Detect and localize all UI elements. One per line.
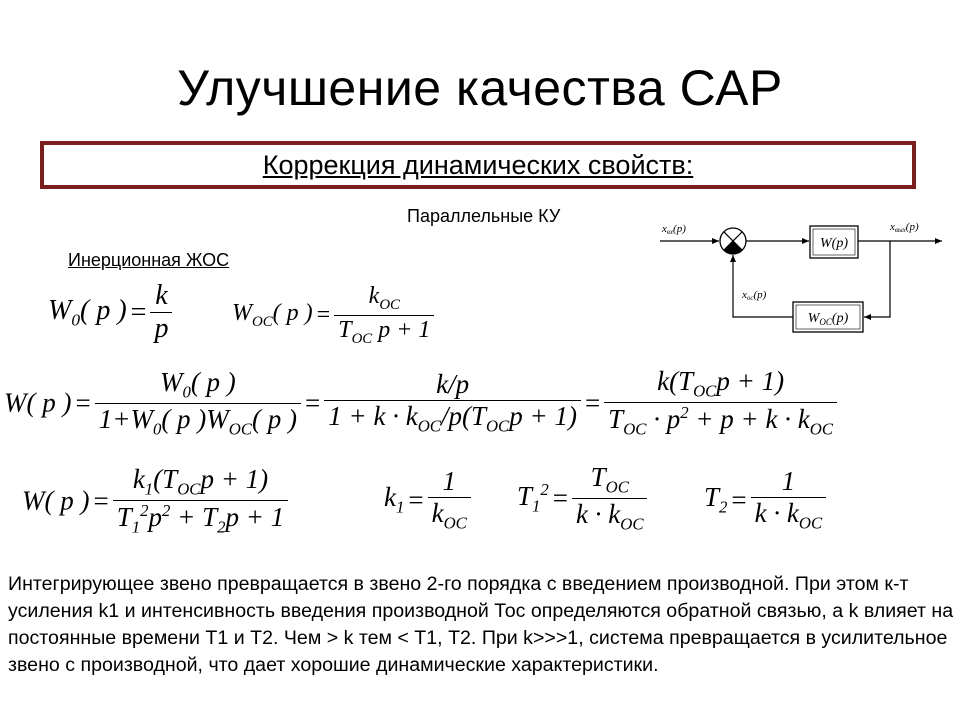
formula-t2: $T_2$ = $\frac{1}{k \cdot k_{OC}}$ (704, 468, 826, 532)
slide-title: Улучшение качества САР (177, 60, 783, 116)
subtitle-text: Коррекция динамических свойств: (262, 150, 694, 180)
feedback-signal-label: xос(p) (742, 289, 767, 302)
formula-closed-loop: W( p ) = $\frac{W_0( p )}{1+W_0( p )W_{OC}( p )}$ = $\frac{k/p}{1 + k \cdot k_{OC}/p(T_{OC}p + 1)}$ = $\frac{k(T_{OC}p + 1)}{T_{OC} \cdot p^2 + p + k \cdot k_{OC}}$ (4, 368, 837, 438)
feedback-block-label: $W_{OC}(p)$ (807, 311, 849, 327)
explanation-paragraph: Интегрирующее звено превращается в звено 2-го порядка с введением производной. При этом к-т усиления k1 и интенсивность введения производной Тос определяются обратной связью, а k влияет на постоянные времени Т1 и Т2. Чем > k тем < Т1, Т2. При k>>>1, система превращается в усилительное звено с производной, что дает хорошие динамические характеристики. (8, 573, 954, 676)
formula-second-order: W( p ) = $\frac{k_1(T_{OC}p + 1)}{T_1^2p^2 + T_2p + 1}$ (22, 466, 288, 536)
formula-k1: $k_1$ = $\frac{1}{k_{OC}}$ (384, 468, 471, 532)
parallel-label: Параллельные КУ (407, 206, 561, 226)
forward-block-label: W(p) (820, 236, 848, 251)
formula-w0: $W_0$( p ) = $\frac{k}{p}$ (48, 282, 172, 343)
summing-junction-icon (720, 228, 746, 254)
inertial-label: Инерционная ЖОС (68, 250, 230, 270)
feedback-path-right (864, 241, 890, 317)
formula-woc: $W_{OC}$( p ) = $\frac{k_{OC}}{T_{OC} p + 1}$ (232, 284, 434, 346)
block-diagram (650, 210, 950, 340)
input-signal-label: xвх(p) (662, 223, 686, 236)
feedback-path-left (733, 255, 793, 317)
formula-t1-squared: $T_1^2$ = $\frac{T_{OC}}{k \cdot k_{OC}}$ (517, 464, 647, 533)
subtitle-box (40, 141, 916, 189)
output-signal-label: xвых(p) (890, 221, 919, 234)
